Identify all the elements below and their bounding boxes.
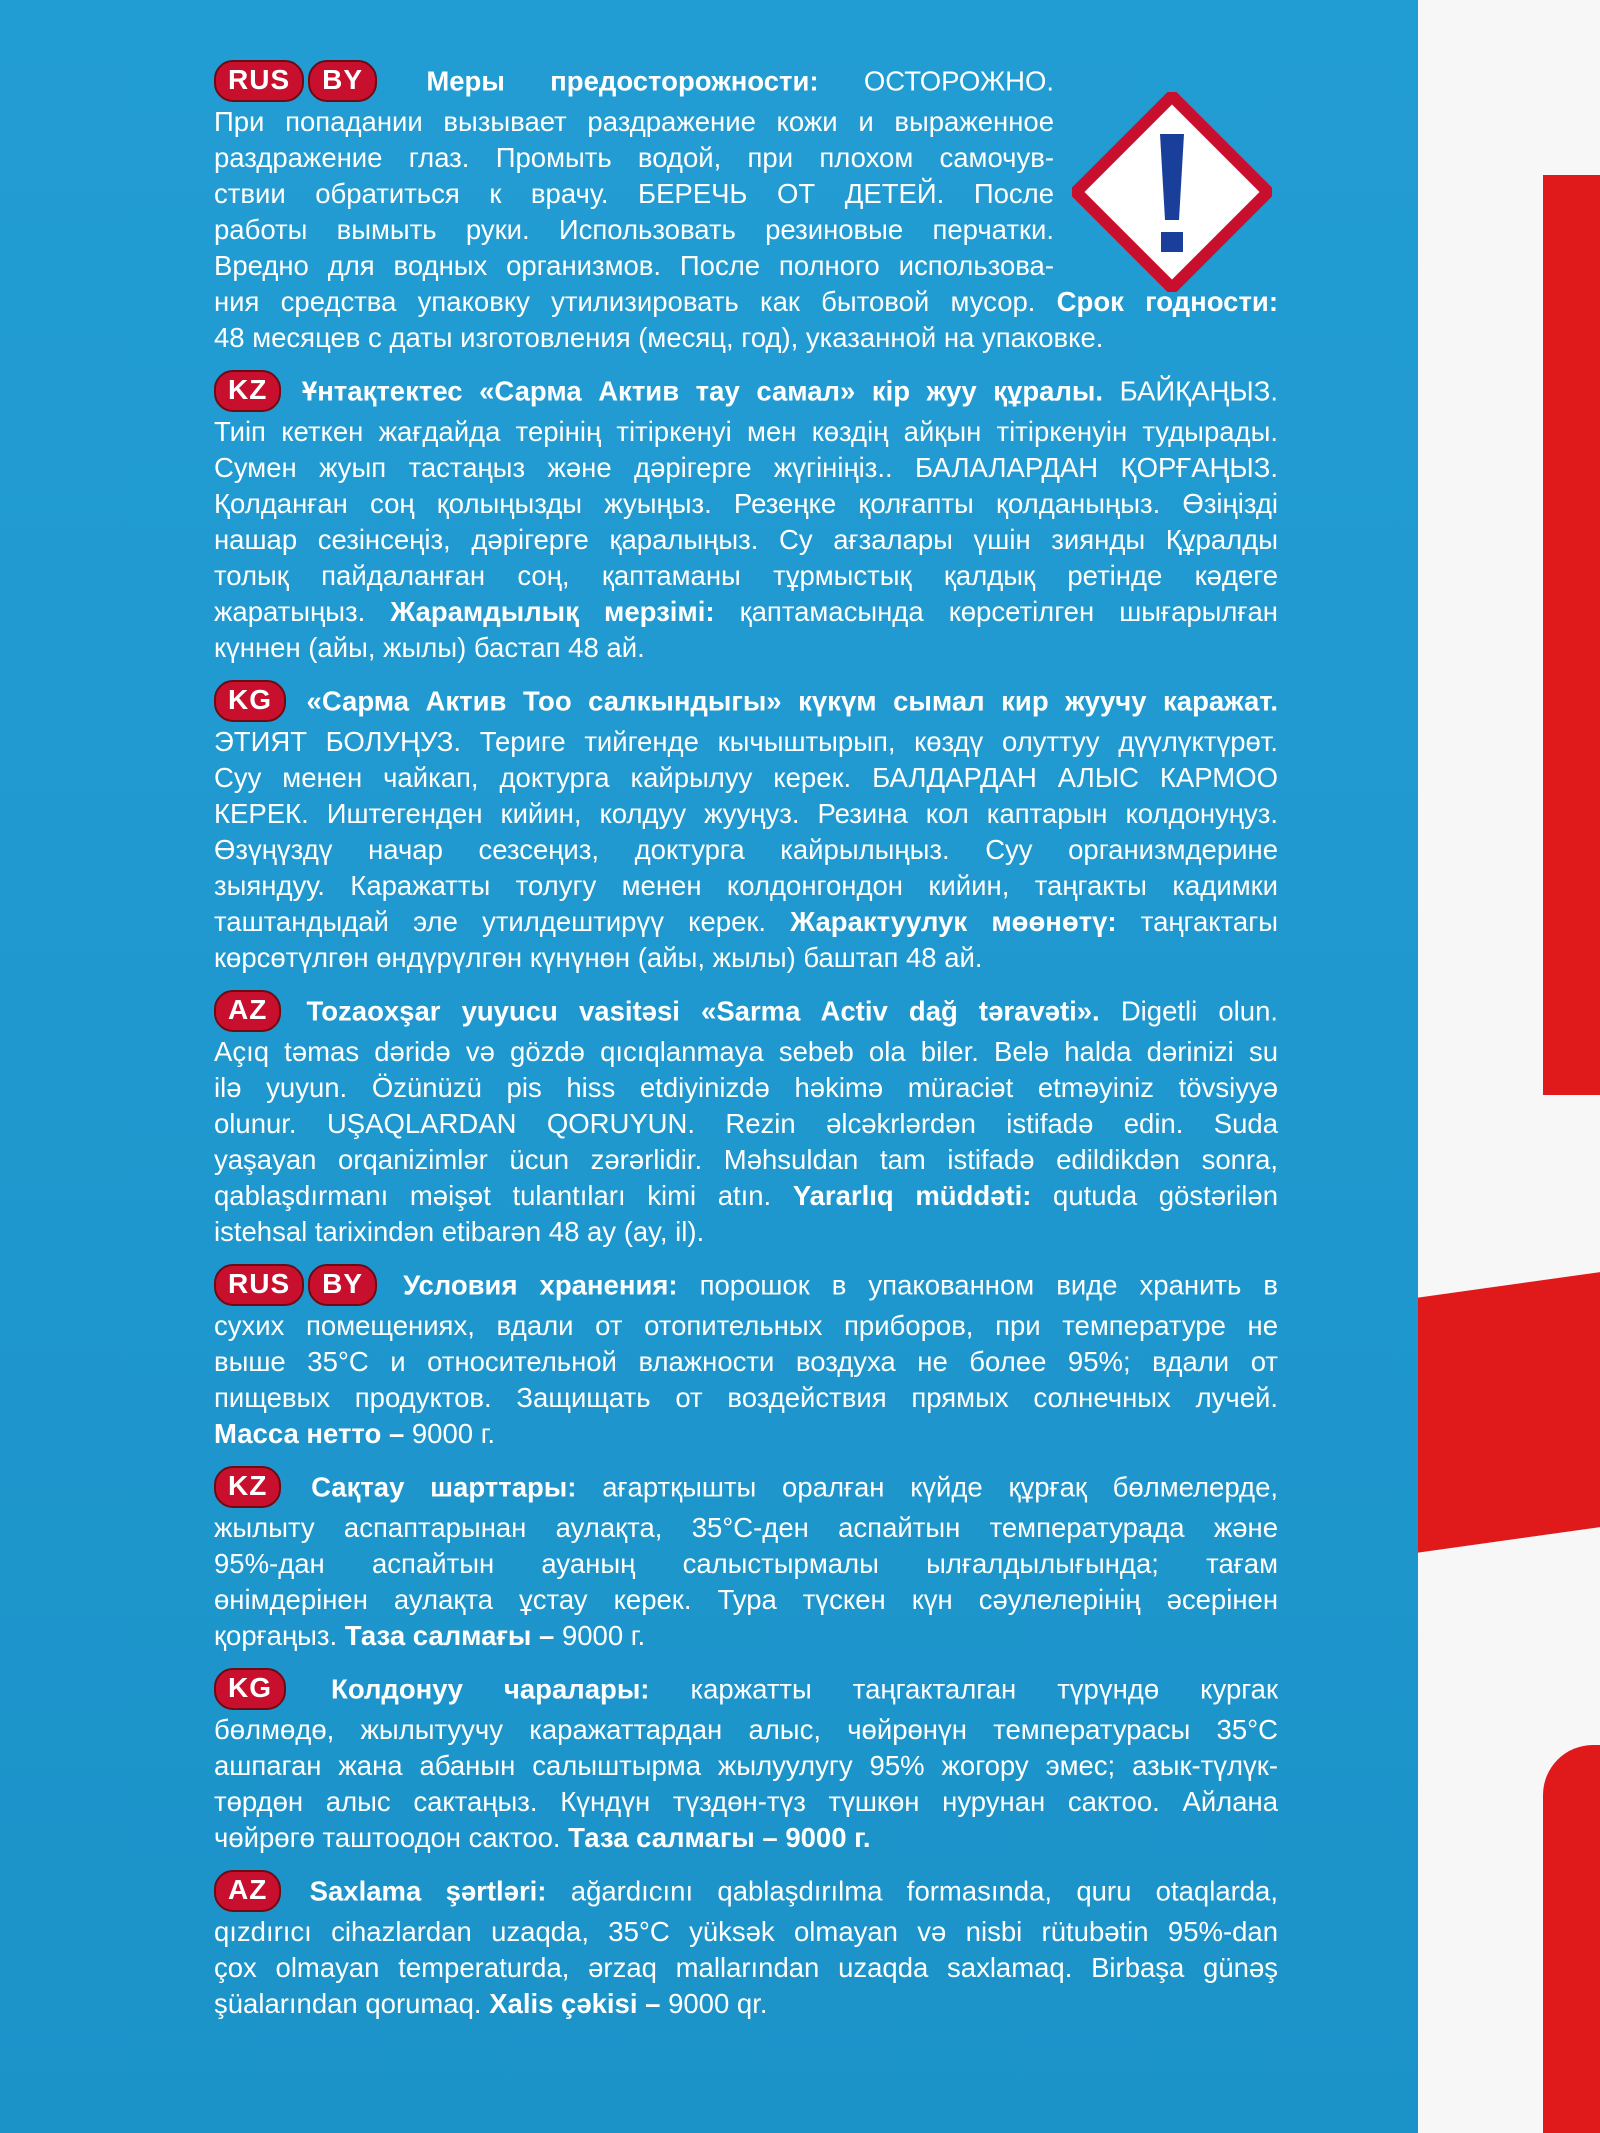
text-line: Тиіп кеткен жағдайда терінің тітіркенуі мен көздің айқын тітіркенуін тудырады.: [214, 416, 1278, 447]
section-first-line: [214, 992, 1278, 1034]
text-line: толық пайдаланған соң, қаптаманы тұрмыстық қалдық ретінде кәдеге: [214, 560, 1278, 591]
text-line: [214, 904, 1278, 940]
section-first-line: [214, 1266, 1278, 1308]
text-line: 48 месяцев с даты изготовления (месяц, год), указанной на упаковке.: [214, 322, 1104, 353]
section-kg-precautions: [214, 682, 1278, 976]
language-badge-kg: KG: [214, 1668, 286, 1710]
text-line: [214, 594, 1278, 630]
text-fragment: чөйрөгө таштоодон сактоо.: [214, 1822, 569, 1853]
text-line: ствии обратиться к врачу. БЕРЕЧЬ ОТ ДЕТЕЙ. После: [214, 178, 1054, 209]
text-line: раздражение глаз. Промыть водой, при плохом самочув-: [214, 142, 1054, 173]
text-line: [214, 1178, 1278, 1214]
section-heading: Условия хранения:: [403, 1269, 678, 1301]
section-heading: Сақтау шарттары:: [311, 1471, 577, 1503]
text-line: Açıq təmas dəridə və gözdə qıcıqlanmaya sebeb ola biler. Belə halda dərinizi su: [214, 1036, 1278, 1067]
text-line: ашпаган жана абанын салыштырма жылуулугу 95% жогору эмес; азык-түлүк-: [214, 1750, 1278, 1781]
section-heading: Колдонуу чаралары:: [331, 1673, 650, 1705]
section-rus-by-precautions: [214, 62, 1278, 356]
language-badge-rus: RUS: [214, 1264, 304, 1306]
net-weight-label: Масса нетто –: [214, 1418, 412, 1449]
shelf-life-label: Yararlıq müddəti:: [792, 1180, 1032, 1211]
section-heading: Меры предосторожности:: [426, 65, 819, 97]
text-line: Сумен жуып тастаңыз және дәрігерге жүгініңіз.. БАЛАЛАРДАН ҚОРҒАҢЫЗ.: [214, 452, 1278, 483]
text-fragment: таштандыдай эле утилдештирүү керек.: [214, 906, 791, 937]
section-first-line: [214, 62, 1054, 104]
shelf-life-label: Жарактуулук мөөнөтү:: [790, 906, 1117, 937]
text-fragment: qutuda göstərilən: [1031, 1180, 1278, 1211]
text-line: көрсөтүлгөн өндүрүлгөн күнүнөн (айы, жылы) баштап 48 ай.: [214, 942, 983, 973]
text-line: жылыту аспаптарынан аулақта, 35°С-ден аспайтын температурада және: [214, 1512, 1278, 1543]
text-line: yaşayan orqanizimlər ücun zərərlidir. Məhsuldan tam istifadə edildikdən sonra,: [214, 1144, 1278, 1175]
text-fragment: şüalarından qorumaq.: [214, 1988, 490, 2019]
section-rus-by-storage: [214, 1266, 1278, 1452]
section-first-line: [214, 372, 1278, 414]
net-weight-label: Таза салмагы – 9000 г.: [568, 1822, 871, 1853]
text-fragment: qablaşdırmanı məişət tulantıları kimi atın.: [214, 1180, 793, 1211]
section-first-line: [214, 682, 1278, 724]
package-edge: [1418, 0, 1600, 2133]
text-line: КЕРЕК. Иштегенден кийин, колдуу жууңуз. Резина кол каптарын колдонуңуз.: [214, 798, 1278, 829]
text-fragment: қорғаңыз.: [214, 1620, 345, 1651]
shelf-life-label: Срок годности:: [1056, 286, 1278, 317]
text-line: ЭТИЯТ БОЛУҢУЗ. Териге тийгенде кычыштырып, көздү олуттуу дүүлүктүрөт.: [214, 726, 1278, 757]
section-text: порошок в упакованном виде хранить в: [677, 1269, 1278, 1301]
net-weight-value: 9000 г.: [561, 1620, 646, 1651]
red-graphic-middle: [1418, 1271, 1600, 1554]
language-badge-kg: KG: [214, 680, 286, 722]
section-text: ағартқышты оралған күйде құрғақ бөлмелерде,: [576, 1471, 1278, 1503]
red-graphic-top: [1543, 175, 1600, 1095]
text-fragment: ния средства упаковку утилизировать как бытовой мусор.: [214, 286, 1057, 317]
text-line: çox olmayan temperaturda, ərzaq mallarından uzaqda saxlamaq. Birbaşa günəş: [214, 1952, 1278, 1983]
section-kz-precautions: [214, 372, 1278, 666]
text-line: istehsal tarixindən etibarən 48 ay (ay, il).: [214, 1216, 705, 1247]
section-text: БАЙҚАҢЫЗ.: [1103, 375, 1278, 407]
text-line: При попадании вызывает раздражение кожи и выраженное: [214, 106, 1054, 137]
text-line: Қолданған соң қолыңызды жуыңыз. Резеңке қолғапты қолданыңыз. Өзіңізді: [214, 488, 1278, 519]
section-text: каржатты таңгакталган түрүндө кургак: [649, 1673, 1278, 1705]
text-line: ilə yuyun. Özünüzü pis hiss etdiyinizdə həkimə müraciət etməyiniz tövsiyyə: [214, 1072, 1278, 1103]
text-fragment: жаратыңыз.: [214, 596, 391, 627]
text-line: өнімдерінен аулақта ұстау керек. Тура түскен күн сәулелерінің әсерінен: [214, 1584, 1278, 1615]
text-line: нашар сезінсеңіз, дәрігерге қаралыңыз. Су ағзалары үшін зиянды Құралды: [214, 524, 1278, 555]
section-text: ОСТОРОЖНО.: [818, 65, 1054, 97]
section-text: Digetli olun.: [1099, 995, 1278, 1027]
shelf-life-label: Жарамдылық мерзімі:: [390, 596, 715, 627]
language-badge-by: BY: [308, 1264, 377, 1306]
language-badge-rus: RUS: [214, 60, 304, 102]
text-line: күннен (айы, жылы) бастап 48 ай.: [214, 632, 645, 663]
red-graphic-bottom: [1543, 1745, 1600, 2133]
language-badge-kz: KZ: [214, 1466, 281, 1508]
text-fragment: таңгактагы: [1116, 906, 1278, 937]
text-line: olunur. UŞAQLARDAN QORUYUN. Rezin əlcəkrlərdən istifadə edin. Suda: [214, 1108, 1278, 1139]
text-fragment: қаптамасында көрсетілген шығарылған: [714, 596, 1278, 627]
text-line: [214, 1618, 1278, 1654]
text-line: [214, 1986, 1278, 2022]
section-heading: «Сарма Актив Тоо салкындыгы» күкүм сымал кир жуучу каражат.: [306, 685, 1278, 717]
net-weight-label: Таза салмағы –: [344, 1620, 562, 1651]
text-line: выше 35°C и относительной влажности воздуха не более 95%; вдали от: [214, 1346, 1278, 1377]
text-line: сухих помещениях, вдали от отопительных приборов, при температуре не: [214, 1310, 1278, 1341]
text-line: Өзүңүздү начар сезсеңиз, доктурга кайрылыңыз. Суу организмдерине: [214, 834, 1278, 865]
text-line: работы вымыть руки. Использовать резиновые перчатки.: [214, 214, 1054, 245]
text-line: [214, 284, 1278, 320]
language-badge-by: BY: [308, 60, 377, 102]
text-line: [214, 1820, 1278, 1856]
text-line: qızdırıcı cihazlardan uzaqda, 35°C yüksək olmayan və nisbi rütubətin 95%-dan: [214, 1916, 1278, 1947]
language-badge-az: AZ: [214, 990, 281, 1032]
section-first-line: [214, 1872, 1278, 1914]
section-heading: Tozaoxşar yuyucu vasitəsi «Sarma Activ dağ təravəti».: [306, 995, 1100, 1027]
section-az-precautions: [214, 992, 1278, 1250]
text-line: Вредно для водных организмов. После полного использова-: [214, 250, 1054, 281]
text-line: 95%-дан аспайтын ауаның салыстырмалы ылғалдылығында; тағам: [214, 1548, 1278, 1579]
section-heading: Ұнтақтектес «Сарма Актив тау самал» кір жуу құралы.: [301, 375, 1104, 407]
net-weight-value: 9000 г.: [411, 1418, 496, 1449]
section-heading: Saxlama şərtləri:: [309, 1875, 547, 1907]
label-text-block: [214, 62, 1278, 2038]
net-weight-label: Xalis çəkisi –: [489, 1988, 669, 2019]
section-kz-storage: [214, 1468, 1278, 1654]
section-az-storage: [214, 1872, 1278, 2022]
text-line: [214, 1416, 1278, 1452]
section-kg-storage: [214, 1670, 1278, 1856]
net-weight-value: 9000 qr.: [668, 1988, 768, 2019]
text-line: Суу менен чайкап, доктурга кайрылуу керек. БАЛДАРДАН АЛЫС КАРМОО: [214, 762, 1278, 793]
text-line: пищевых продуктов. Защищать от воздействия прямых солнечных лучей.: [214, 1382, 1278, 1413]
section-first-line: [214, 1468, 1278, 1510]
language-badge-az: AZ: [214, 1870, 281, 1912]
language-badge-kz: KZ: [214, 370, 281, 412]
text-line: төрдөн алыс сактаңыз. Күндүн түздөн-түз түшкөн нурунан сактоо. Айлана: [214, 1786, 1278, 1817]
text-line: зыяндуу. Каражатты толугу менен колдонгондон кийин, таңгакты кадимки: [214, 870, 1278, 901]
section-text: ağardıcını qablaşdırılma formasında, quru otaqlarda,: [546, 1875, 1278, 1907]
section-first-line: [214, 1670, 1278, 1712]
text-line: бөлмөдө, жылытуучу каражаттардан алыс, чөйрөнүн температурасы 35°С: [214, 1714, 1278, 1745]
